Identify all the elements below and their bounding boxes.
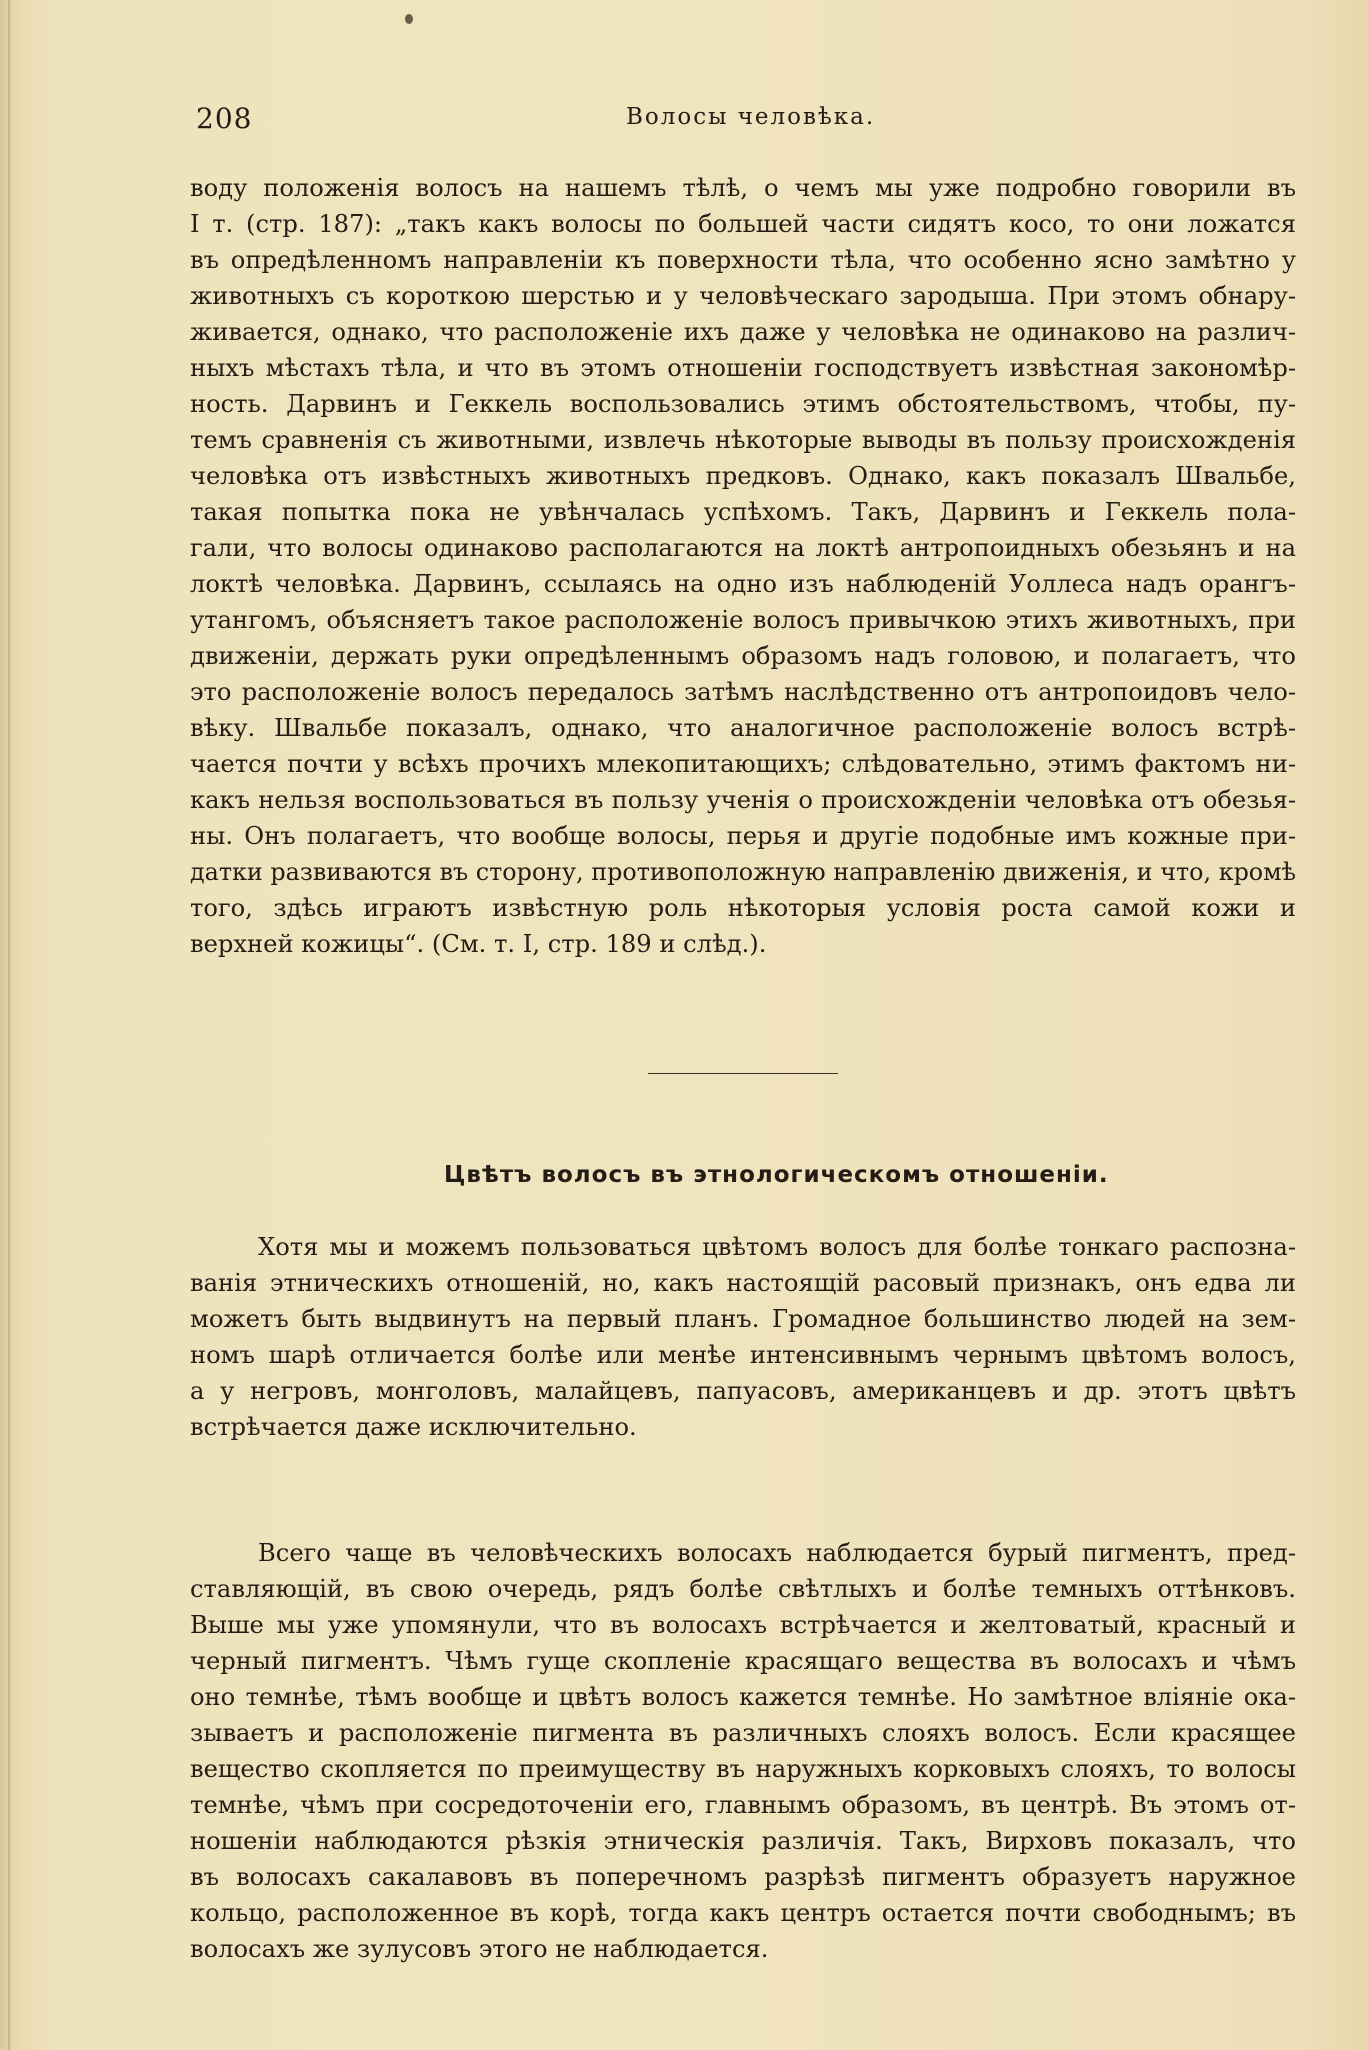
text-line: Хотя мы и можемъ пользоваться цвѣтомъ волосъ для болѣе тонкаго распозна- [258, 1233, 1296, 1261]
paragraph-pigment [190, 1535, 1296, 1967]
text-line: движеніи, держать руки опредѣленнымъ образомъ надъ головою, и полагаетъ, что [190, 642, 1296, 670]
text-line: Выше мы уже упомянули, что въ волосахъ встрѣчается и желтоватый, красный и [190, 1611, 1296, 1639]
text-line: чается почти у всѣхъ прочихъ млекопитающихъ; слѣдовательно, этимъ фактомъ ни- [190, 750, 1296, 778]
paragraph-hair-color-intro [190, 1229, 1296, 1445]
text-line: какъ нельзя воспользоваться въ пользу ученія о происхожденіи человѣка отъ обезья- [190, 786, 1296, 814]
ink-spot [405, 14, 413, 24]
text-line: это расположеніе волосъ передалось затѣмъ наслѣдственно отъ антропоидовъ чело- [190, 678, 1296, 706]
text-line: ныхъ мѣстахъ тѣла, и что въ этомъ отношеніи господствуетъ извѣстная закономѣр- [190, 354, 1296, 382]
page-number: 208 [196, 102, 253, 135]
text-line: вѣку. Швальбе показалъ, однако, что аналогичное расположеніе волосъ встрѣ- [190, 714, 1296, 742]
text-line: датки развиваются въ сторону, противоположную направленію движенія, и что, кромѣ [190, 858, 1296, 886]
text-line: волосахъ же зулусовъ этого не наблюдается. [190, 1935, 769, 1963]
text-line: встрѣчается даже исключительно. [190, 1413, 637, 1441]
paragraph-hair-direction [190, 170, 1296, 962]
text-line: Всего чаще въ человѣческихъ волосахъ наблюдается бурый пигментъ, пред- [258, 1539, 1296, 1567]
text-line: можетъ быть выдвинутъ на первый планъ. Громадное большинство людей на зем- [190, 1305, 1296, 1333]
text-line: ванія этническихъ отношеній, но, какъ настоящій расовый признакъ, онъ едва ли [190, 1269, 1296, 1297]
page-edge-shadow [8, 0, 10, 2050]
text-line: ставляющій, въ свою очередь, рядъ болѣе свѣтлыхъ и болѣе темныхъ оттѣнковъ. [190, 1575, 1296, 1603]
running-title: Волосы человѣка. [626, 104, 876, 130]
text-line: I т. (стр. 187): „такъ какъ волосы по большей части сидятъ косо, то они ложатся [190, 210, 1296, 238]
text-line: въ опредѣленномъ направленіи къ поверхности тѣла, что особенно ясно замѣтно у [190, 246, 1296, 274]
text-line: кольцо, расположенное въ корѣ, тогда какъ центръ остается почти свободнымъ; въ [190, 1899, 1296, 1927]
text-line: ность. Дарвинъ и Геккель воспользовались этимъ обстоятельствомъ, чтобы, пу- [190, 390, 1296, 418]
text-line: верхней кожицы“. (См. т. I, стр. 189 и слѣд.). [190, 930, 767, 958]
text-line: того, здѣсь играютъ извѣстную роль нѣкоторыя условія роста самой кожи и [190, 894, 1296, 922]
section-divider [648, 1073, 838, 1074]
section-heading: Цвѣтъ волосъ въ этнологическомъ отношеніи. [444, 1162, 1109, 1188]
text-line: утангомъ, объясняетъ такое расположеніе волосъ привычкою этихъ животныхъ, при [190, 606, 1296, 634]
text-line: ношеніи наблюдаются рѣзкія этническія различія. Такъ, Вирховъ показалъ, что [190, 1827, 1296, 1855]
text-line: животныхъ съ короткою шерстью и у человѣческаго зародыша. При этомъ обнару- [190, 282, 1296, 310]
text-line: человѣка отъ извѣстныхъ животныхъ предковъ. Однако, какъ показалъ Швальбе, [190, 462, 1296, 490]
text-line: живается, однако, что расположеніе ихъ даже у человѣка не одинаково на различ- [190, 318, 1296, 346]
text-line: зываетъ и расположеніе пигмента въ различныхъ слояхъ волосъ. Если красящее [190, 1719, 1296, 1747]
text-line: номъ шарѣ отличается болѣе или менѣе интенсивнымъ чернымъ цвѣтомъ волосъ, [190, 1341, 1296, 1369]
text-line: локтѣ человѣка. Дарвинъ, ссылаясь на одно изъ наблюденій Уоллеса надъ орангъ- [190, 570, 1296, 598]
text-line: ны. Онъ полагаетъ, что вообще волосы, перья и другіе подобные имъ кожные при- [190, 822, 1296, 850]
text-line: воду положенія волосъ на нашемъ тѣлѣ, о чемъ мы уже подробно говорили въ [190, 174, 1296, 202]
text-line: темъ сравненія съ животными, извлечь нѣкоторые выводы въ пользу происхожденія [190, 426, 1296, 454]
text-line: гали, что волосы одинаково располагаются на локтѣ антропоидныхъ обезьянъ и на [190, 534, 1296, 562]
text-line: темнѣе, чѣмъ при сосредоточеніи его, главнымъ образомъ, въ центрѣ. Въ этомъ от- [190, 1791, 1296, 1819]
text-line: а у негровъ, монголовъ, малайцевъ, папуасовъ, американцевъ и др. этотъ цвѣтъ [190, 1377, 1296, 1405]
text-line: такая попытка пока не увѣнчалась успѣхомъ. Такъ, Дарвинъ и Геккель пола- [190, 498, 1296, 526]
text-line: вещество скопляется по преимуществу въ наружныхъ корковыхъ слояхъ, то волосы [190, 1755, 1296, 1783]
text-line: въ волосахъ сакалавовъ въ поперечномъ разрѣзѣ пигментъ образуетъ наружное [190, 1863, 1296, 1891]
text-line: оно темнѣе, тѣмъ вообще и цвѣтъ волосъ кажется темнѣе. Но замѣтное вліяніе ока- [190, 1683, 1296, 1711]
text-line: черный пигментъ. Чѣмъ гуще скопленіе красящаго вещества въ волосахъ и чѣмъ [190, 1647, 1296, 1675]
